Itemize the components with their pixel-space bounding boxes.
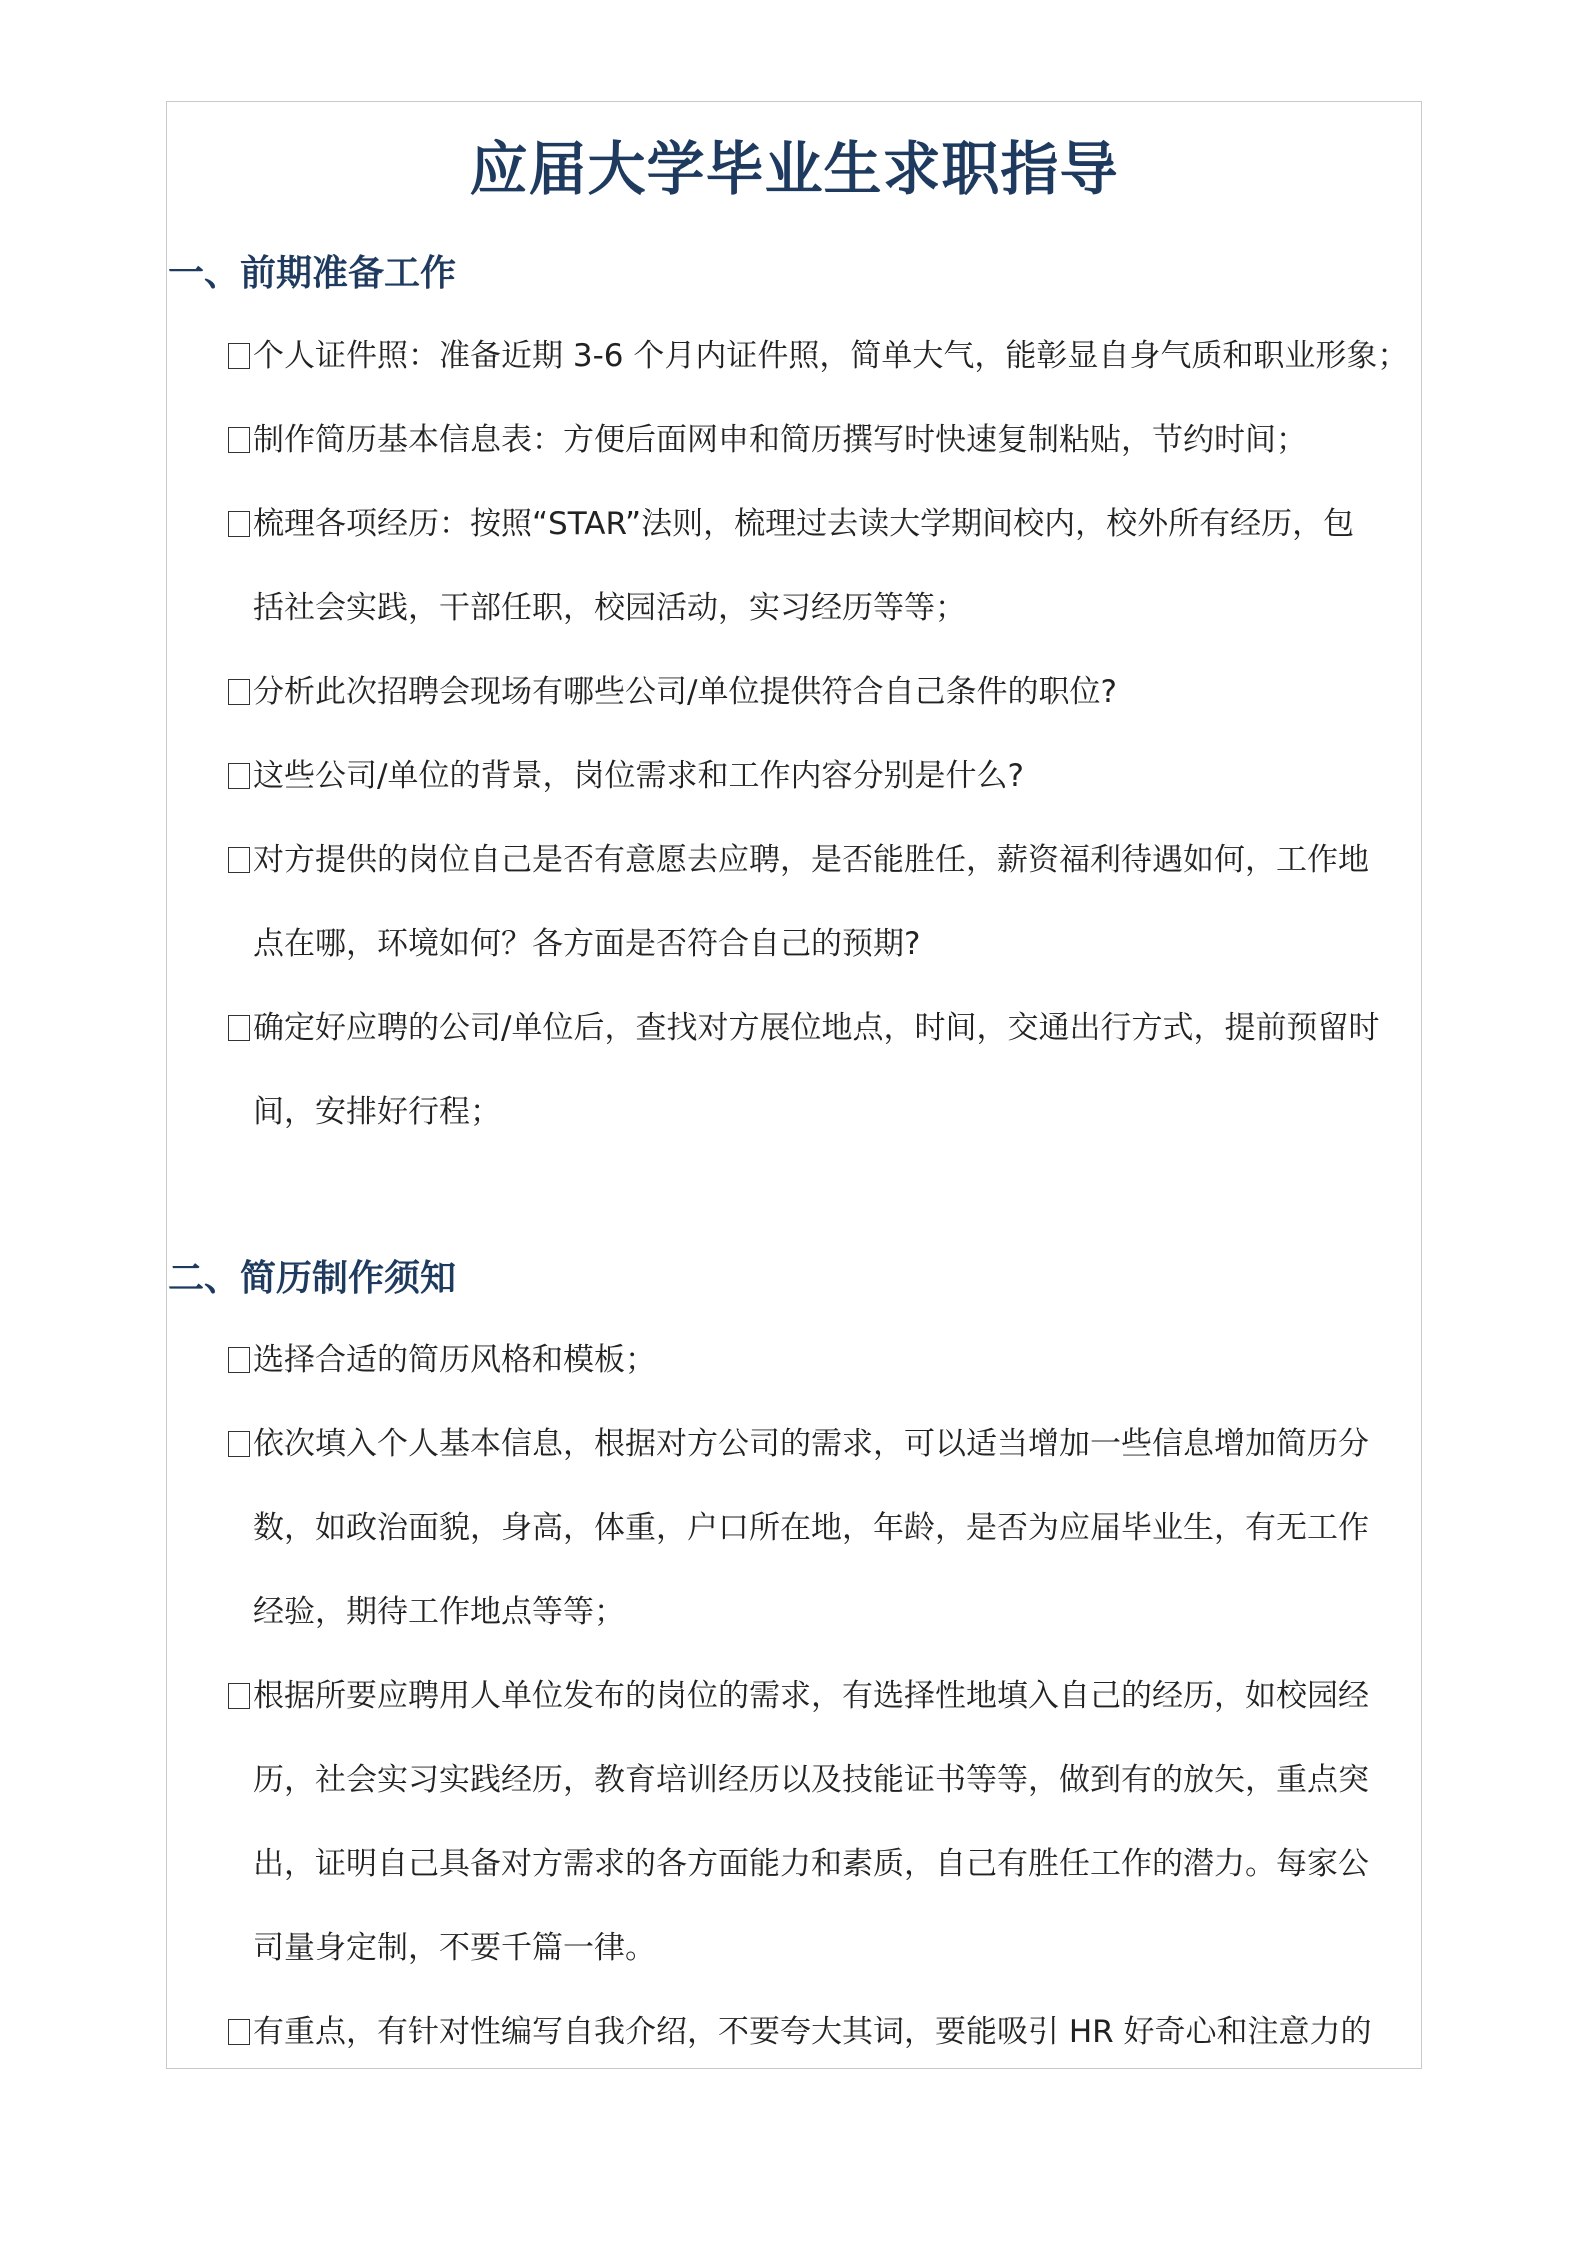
list-item: 梳理各项经历：按照“STAR”法则，梳理过去读大学期间校内，校外所有经历，包 括社会实践，干部任职，校园活动，实习经历等等； — [228, 482, 1422, 650]
section-heading-preparation: 一、前期准备工作 — [168, 253, 457, 294]
list-item: 确定好应聘的公司/单位后，查找对方展位地点，时间，交通出行方式，提前预留时 间，安排好行程； — [228, 986, 1422, 1154]
checkbox-icon[interactable] — [228, 2019, 250, 2045]
checkbox-icon[interactable] — [228, 1683, 250, 1709]
document-title: 应届大学毕业生求职指导 — [469, 135, 1119, 203]
list-item: 依次填入个人基本信息，根据对方公司的需求，可以适当增加一些信息增加简历分 数，如政治面貌，身高，体重，户口所在地，年龄，是否为应届毕业生，有无工作 经验，期待工作地点等等； — [228, 1402, 1422, 1654]
checkbox-icon[interactable] — [228, 1431, 250, 1457]
checkbox-icon[interactable] — [228, 343, 250, 369]
checkbox-icon[interactable] — [228, 679, 250, 705]
checkbox-icon[interactable] — [228, 1347, 250, 1373]
list-item: 对方提供的岗位自己是否有意愿去应聘，是否能胜任，薪资福利待遇如何，工作地 点在哪，环境如何？各方面是否符合自己的预期? — [228, 818, 1422, 986]
list-item: 有重点，有针对性编写自我介绍，不要夸大其词，要能吸引 HR 好奇心和注意力的 — [228, 1990, 1422, 2074]
checkbox-icon[interactable] — [228, 511, 250, 537]
list-item: 分析此次招聘会现场有哪些公司/单位提供符合自己条件的职位? — [228, 650, 1422, 734]
checkbox-icon[interactable] — [228, 427, 250, 453]
checkbox-icon[interactable] — [228, 763, 250, 789]
checkbox-icon[interactable] — [228, 847, 250, 873]
list-item: 个人证件照：准备近期 3-6 个月内证件照，简单大气，能彰显自身气质和职业形象； — [228, 314, 1422, 398]
list-item: 选择合适的简历风格和模板； — [228, 1318, 1422, 1402]
checkbox-icon[interactable] — [228, 1015, 250, 1041]
list-item: 制作简历基本信息表：方便后面网申和简历撰写时快速复制粘贴，节约时间； — [228, 398, 1422, 482]
list-item: 根据所要应聘用人单位发布的岗位的需求，有选择性地填入自己的经历，如校园经 历，社会实习实践经历，教育培训经历以及技能证书等等，做到有的放矢，重点突 出，证明自己具备对方需求的各方面能力和素质，自己有胜任工作的潜力。每家公 司量身定制，不要千篇一律。 — [228, 1654, 1422, 1990]
list-item: 这些公司/单位的背景，岗位需求和工作内容分别是什么? — [228, 734, 1422, 818]
section-heading-resume: 二、简历制作须知 — [168, 1258, 457, 1299]
